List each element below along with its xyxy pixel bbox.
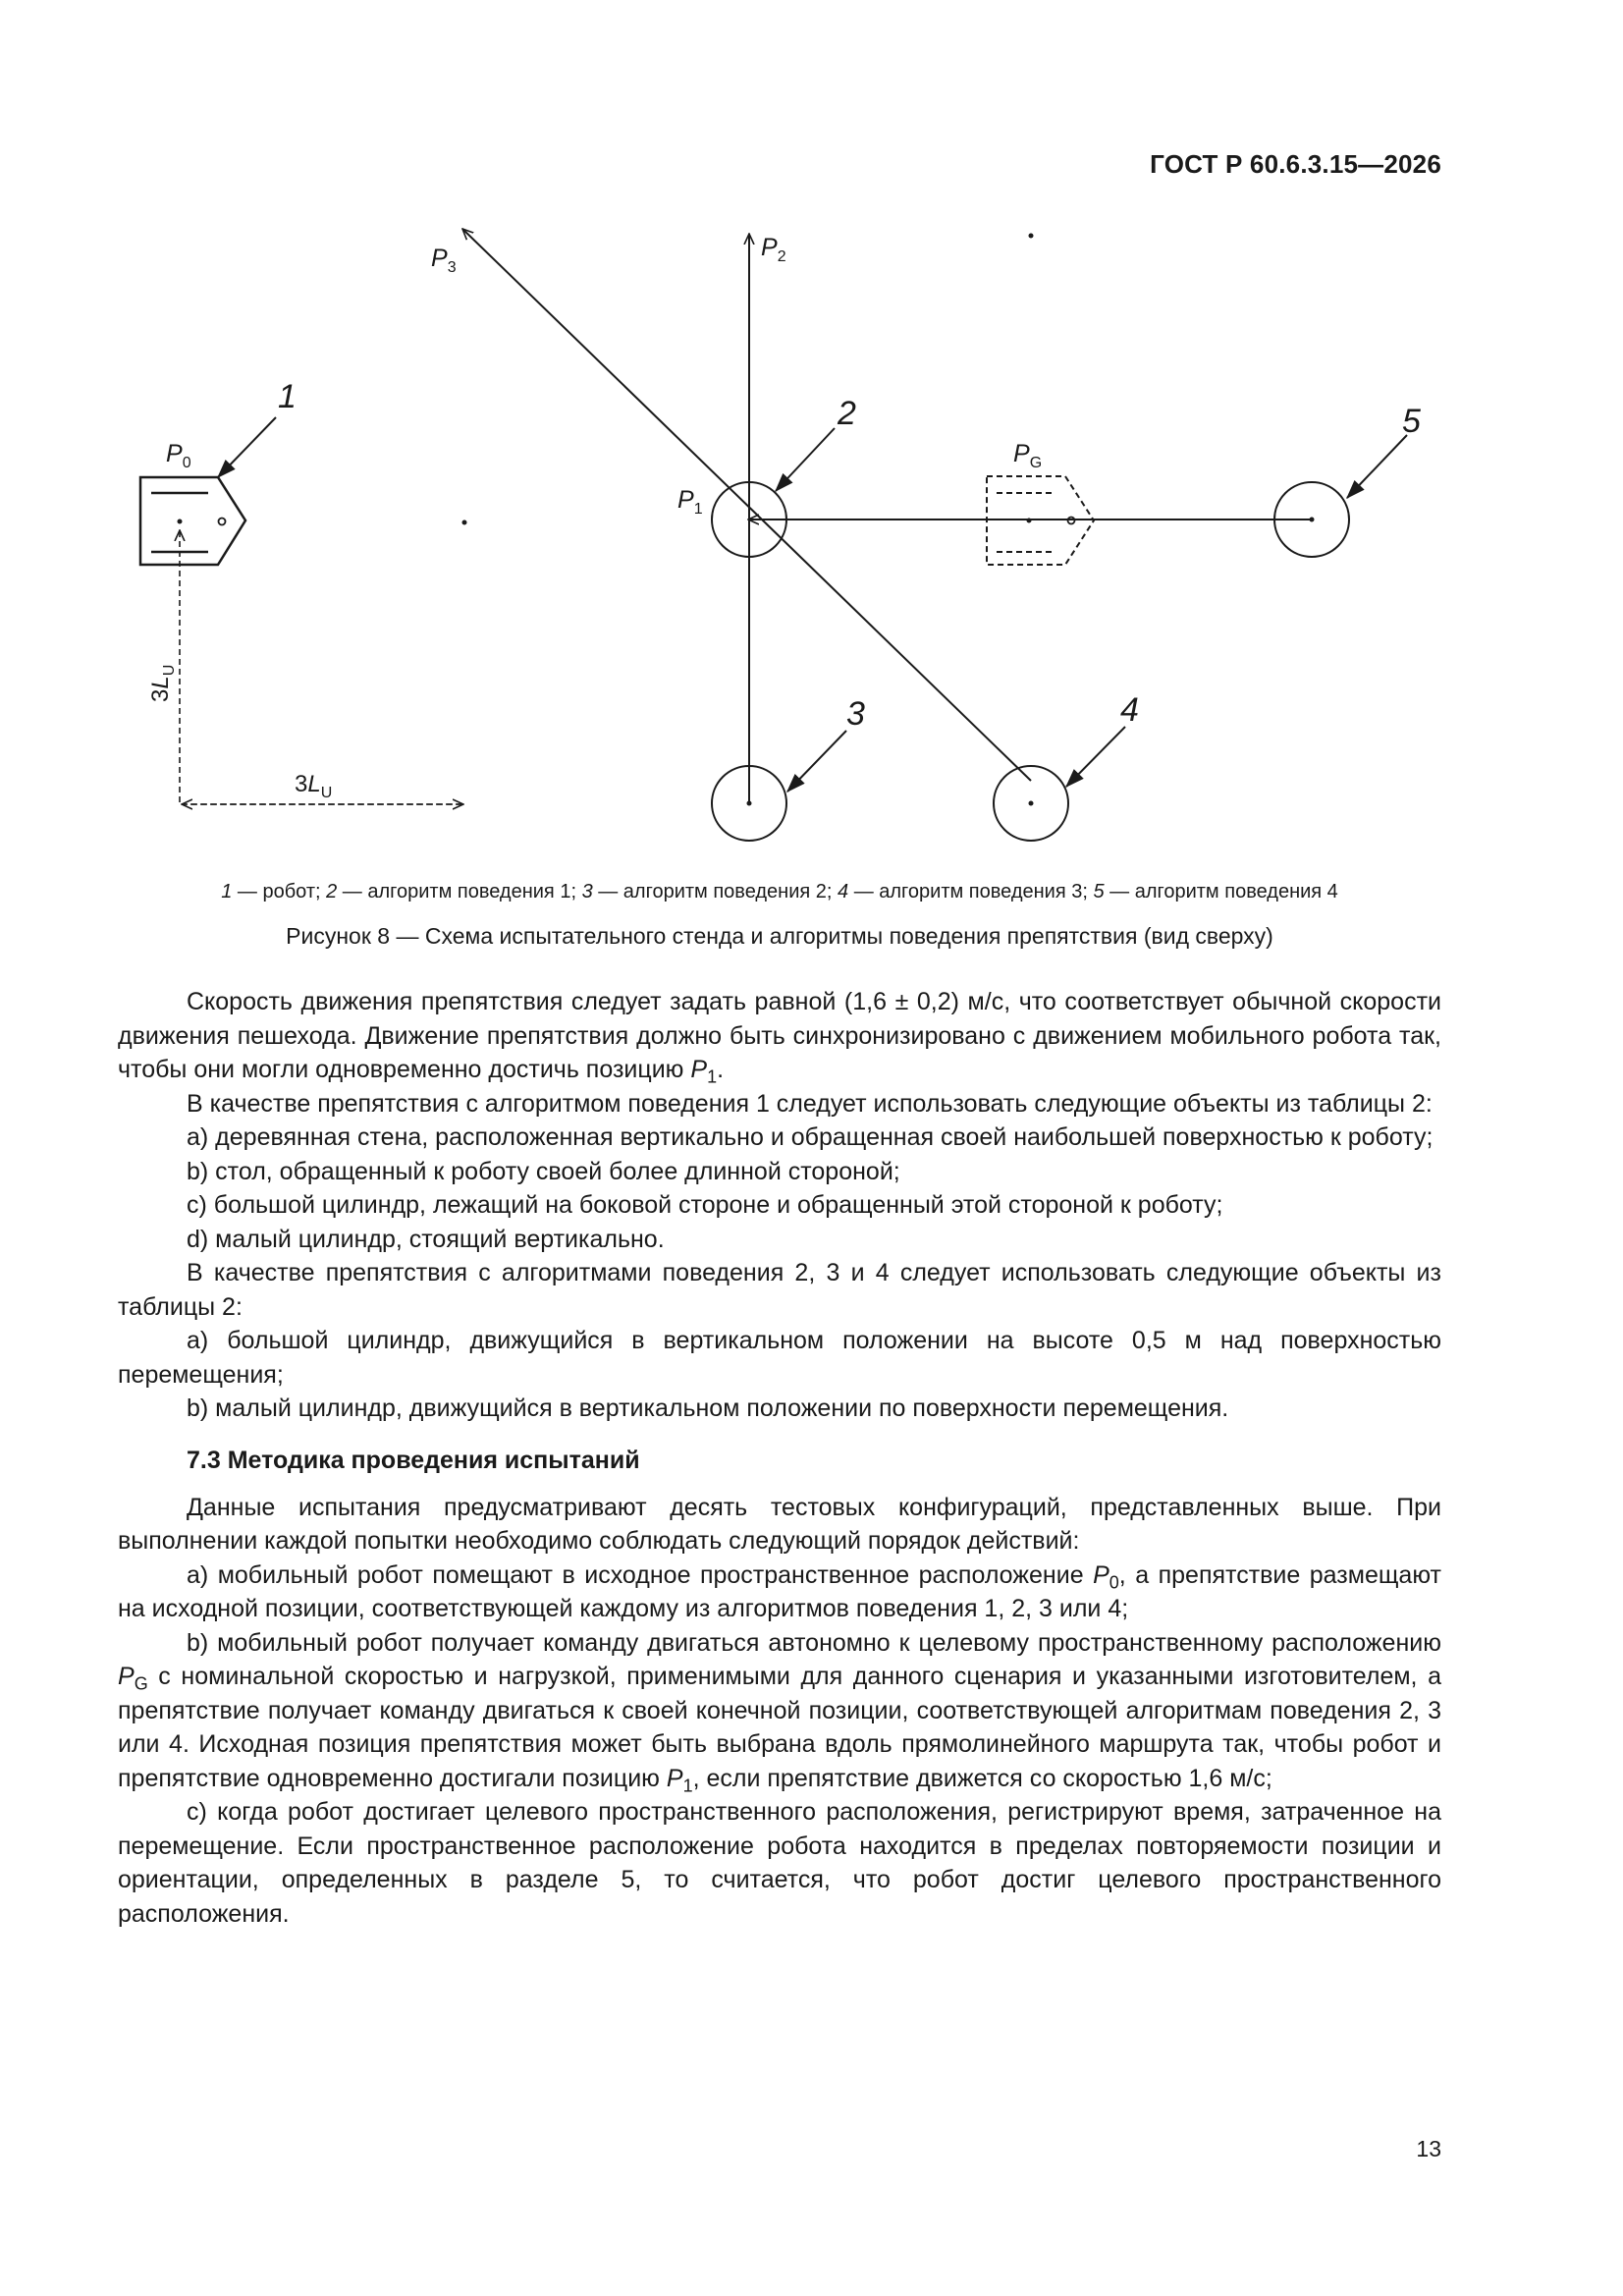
callout-leader-1	[218, 417, 276, 477]
p3-trajectory	[462, 229, 1031, 781]
callout-leader-2	[776, 428, 835, 491]
section-heading: 7.3 Методика проведения испытаний	[187, 1446, 640, 1474]
list-item: c) большой цилиндр, лежащий на боковой стороне и обращенный этой стороной к роботу;	[187, 1191, 1223, 1219]
standard-header: ГОСТ Р 60.6.3.15—2026	[1150, 149, 1441, 179]
list-item: b) малый цилиндр, движущийся в вертикальном положении по поверхности перемещения.	[187, 1394, 1229, 1422]
callout-number: 2	[838, 395, 856, 432]
figure-legend: 1 — робот; 2 — алгоритм поведения 1; 3 — алгоритм поведения 2; 4 — алгоритм поведения 3; 5 — алгоритм поведения 4	[221, 881, 1338, 902]
list-item: a) большой цилиндр, движущийся в вертикальном положении на высоте 0,5 м над поверхностью перемещения;	[118, 1327, 1441, 1389]
callout-leader-4	[1066, 727, 1125, 787]
paragraph: Скорость движения препятствия следует задать равной (1,6 ± 0,2) м/с, что соответствует обычной скорости движения пешехода. Движение препятствия должно быть синхронизировано с движением мобильного робота так, чтобы они могли одновременно достичь позицию $P_1$.	[118, 988, 1441, 1087]
list-item: d) малый цилиндр, стоящий вертикально.	[187, 1225, 665, 1253]
reference-dot	[1029, 234, 1034, 239]
list-item: a) мобильный робот помещают в исходное пространственное расположение $P_0$, а препятствие размещают на исходной позиции, соответствующей каждому из алгоритмов поведения 1, 2, 3 или 4;	[118, 1560, 1441, 1622]
label-p3: $P_3$	[431, 245, 457, 276]
paragraph: В качестве препятствия с алгоритмами поведения 2, 3 и 4 следует использовать следующие объекты из таблицы 2:	[118, 1259, 1441, 1321]
label-pg: $P_G$	[1013, 440, 1043, 471]
list-item: a) деревянная стена, расположенная вертикально и обращенная своей наибольшей поверхностью к роботу;	[187, 1123, 1434, 1151]
figure-caption: Рисунок 8 — Схема испытательного стенда и алгоритмы поведения препятствия (вид сверху)	[286, 923, 1273, 949]
callout-number: 3	[846, 695, 865, 733]
callout-leader-5	[1347, 435, 1407, 498]
center-dot	[1310, 518, 1315, 522]
center-dot	[1029, 801, 1034, 806]
dimension-label-horizontal: $3L_U$	[295, 771, 333, 801]
paragraph: Данные испытания предусматривают десять тестовых конфигураций, представленных выше. При выполнении каждой попытки необходимо соблюдать следующий порядок действий:	[118, 1493, 1441, 1555]
list-item: c) когда робот достигает целевого пространственного расположения, регистрируют время, затраченное на перемещение. Если пространственное расположение робота находится в пределах повторяемости позиции и ориентации, определенных в разделе 5, то считается, что робот достиг целевого пространственного расположения.	[118, 1798, 1441, 1928]
label-p2: $P_2$	[761, 234, 786, 265]
callout-number: 5	[1402, 403, 1421, 440]
list-item: b) мобильный робот получает команду двигаться автономно к целевому пространственному расположению $P_G$ с номинальной скоростью и нагрузкой, применимыми для данного сценария и указанными изготовителем, а препятствие получает команду двигаться к своей конечной позиции, соответствующей алгоритмам поведения 2, 3 или 4. Исходная позиция препятствия может быть выбрана вдоль прямолинейного маршрута так, чтобы робот и препятствие одновременно достигали позицию $P_1$, если препятствие движется со скоростью 1,6 м/с;	[118, 1628, 1441, 1795]
label-p1: $P_1$	[677, 486, 703, 518]
list-item: b) стол, обращенный к роботу своей более длинной стороной;	[187, 1157, 900, 1185]
callout-number: 1	[278, 378, 297, 415]
center-dot	[747, 801, 752, 806]
robot-shape	[140, 477, 245, 565]
test-stand-diagram	[0, 0, 1623, 884]
body-text	[118, 985, 1441, 1931]
page-number: 13	[1416, 2136, 1441, 2161]
dimension-label-vertical: $3L_U$	[147, 664, 178, 702]
callout-number: 4	[1120, 691, 1139, 729]
paragraph: В качестве препятствия с алгоритмом поведения 1 следует использовать следующие объекты из таблицы 2:	[187, 1089, 1433, 1118]
label-p0: $P_0$	[166, 440, 191, 471]
callout-leader-3	[787, 731, 846, 792]
reference-dot	[462, 520, 467, 525]
